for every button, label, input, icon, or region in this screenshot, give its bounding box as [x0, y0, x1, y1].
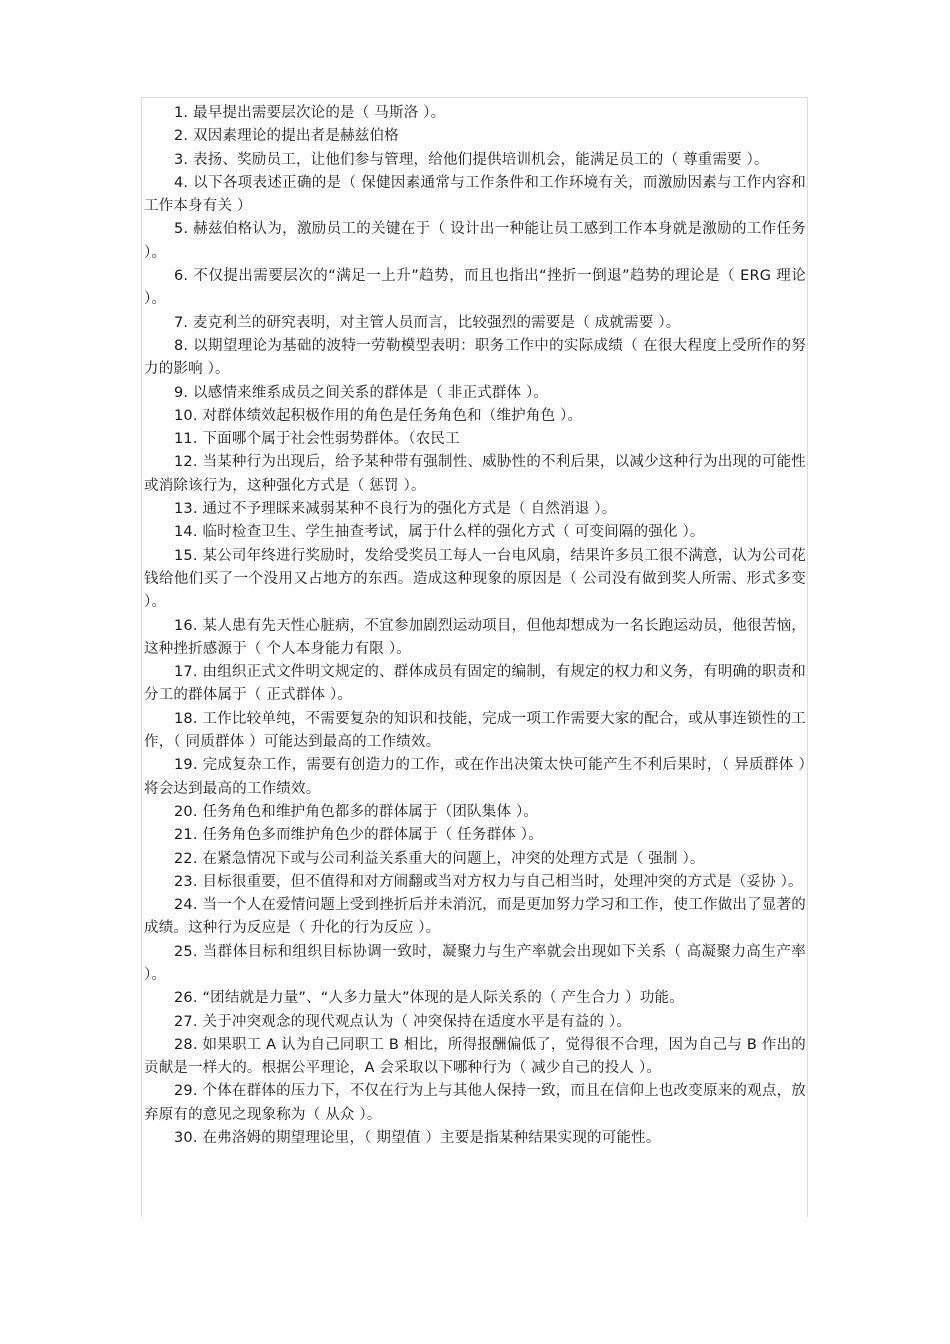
question-item: 9. 以感情来维系成员之间关系的群体是（ 非正式群体 ）。	[174, 384, 549, 401]
document-body	[144, 102, 806, 1150]
question-item: 5. 赫兹伯格认为，激励员工的关键在于（ 设计出一种能让员工感到工作本身就是激励的工作任务 ）。	[144, 221, 806, 261]
question-item: 23. 目标很重要，但不值得和对方闹翻或当对方权力与自己相当时，处理冲突的方式是（妥协 ）。	[174, 873, 803, 890]
question-item: 6. 不仅提出需要层次的“满足一上升”趋势，而且也指出“挫折一倒退”趋势的理论是（ ERG 理论 ）。	[144, 268, 806, 308]
question-item: 4. 以下各项表述正确的是（ 保健因素通常与工作条件和工作环境有关，而激励因素与工作内容和工作本身有关 ）	[144, 174, 806, 215]
question-item: 26. “团结就是力量”、“人多力量大”体现的是人际关系的（ 产生合力 ）功能。	[174, 990, 684, 1007]
question-item: 15. 某公司年终进行奖励时，发给受奖员工每人一台电风扇，结果许多员工很不满意，认为公司花钱给他们买了一个没用又占地方的东西。造成这种现象的原因是（ 公司没有做到奖人所需、形式多变 ）。	[144, 547, 806, 611]
question-item: 17. 由组织正式文件明文规定的、群体成员有固定的编制，有规定的权力和义务，有明确的职责和分工的群体属于（ 正式群体 ）。	[144, 664, 806, 704]
question-item: 28. 如果职工 A 认为自己同职工 B 相比，所得报酬偏低了，觉得很不合理，因为自己与 B 作出的贡献是一样大的。根据公平理论，A 会采取以下哪种行为（ 减少自己的投人 ）。	[144, 1036, 806, 1077]
question-item: 8. 以期望理论为基础的波特一劳勒模型表明：职务工作中的实际成绩（ 在很大程度上受所作的努力的影响 ）。	[144, 337, 806, 378]
question-item: 29. 个体在群体的压力下，不仅在行为上与其他人保持一致，而且在信仰上也改变原来的观点，放弃原有的意见之现象称为（ 从众 ）。	[144, 1083, 806, 1123]
question-item: 7. 麦克利兰的研究表明，对主管人员而言，比较强烈的需要是（ 成就需要 ）。	[174, 314, 681, 331]
question-item: 2. 双因素理论的提出者是赫兹伯格	[174, 128, 399, 145]
question-item: 3. 表扬、奖励员工，让他们参与管理，给他们提供培训机会，能满足员工的（ 尊重需要 ）。	[174, 151, 769, 168]
question-item: 13. 通过不予理睬来减弱某种不良行为的强化方式是（ 自然消退 ）。	[174, 501, 617, 518]
question-item: 16. 某人患有先天性心脏病，不宜参加剧烈运动项目，但他却想成为一名长跑运动员，他很苦恼，这种挫折感源于（ 个人本身能力有限 ）。	[144, 617, 806, 657]
question-item: 19. 完成复杂工作，需要有创造力的工作，或在作出决策太快可能产生不利后果时，（ 异质群体 ）将会达到最高的工作绩效。	[144, 757, 806, 797]
question-item: 18. 工作比较单纯，不需要复杂的知识和技能，完成一项工作需要大家的配合，或从事连锁性的工作，（ 同质群体 ）可能达到最高的工作绩效。	[144, 710, 806, 751]
question-item: 20. 任务角色和维护角色都多的群体属于（团队集体 ）。	[174, 803, 539, 820]
question-item: 11. 下面哪个属于社会性弱势群体。（农民工	[174, 431, 460, 448]
question-item: 22. 在紧急情况下或与公司利益关系重大的问题上，冲突的处理方式是（ 强制 ）。	[174, 850, 705, 867]
question-item: 1. 最早提出需要层次论的是（ 马斯洛 ）。	[174, 105, 446, 121]
question-item: 25. 当群体目标和组织目标协调一致时，凝聚力与生产率就会出现如下关系（ 高凝聚力高生产率 ）。	[144, 943, 806, 983]
question-item: 14. 临时检查卫生、学生抽查考试，属于什么样的强化方式（ 可变间隔的强化 ）。	[174, 524, 705, 541]
question-item: 21. 任务角色多而维护角色少的群体属于（ 任务群体 ）。	[174, 827, 543, 844]
question-item: 27. 关于冲突观念的现代观点认为（ 冲突保持在适度水平是有益的 ）。	[174, 1013, 632, 1030]
question-item: 24. 当一个人在爱情问题上受到挫折后并未消沉，而是更加努力学习和工作，使工作做出了显著的成绩。这种行为反应是（ 升化的行为反应 ）。	[144, 897, 806, 937]
question-item: 10. 对群体绩效起积极作用的角色是任务角色和（维护角色 ）。	[174, 407, 583, 424]
question-item: 12. 当某种行为出现后，给予某种带有强制性、威胁性的不利后果，以减少这种行为出现的可能性或消除该行为，这种强化方式是（ 惩罚 ）。	[144, 454, 806, 494]
question-item: 30. 在弗洛姆的期望理论里，（ 期望值 ）主要是指某种结果实现的可能性。	[174, 1130, 661, 1147]
